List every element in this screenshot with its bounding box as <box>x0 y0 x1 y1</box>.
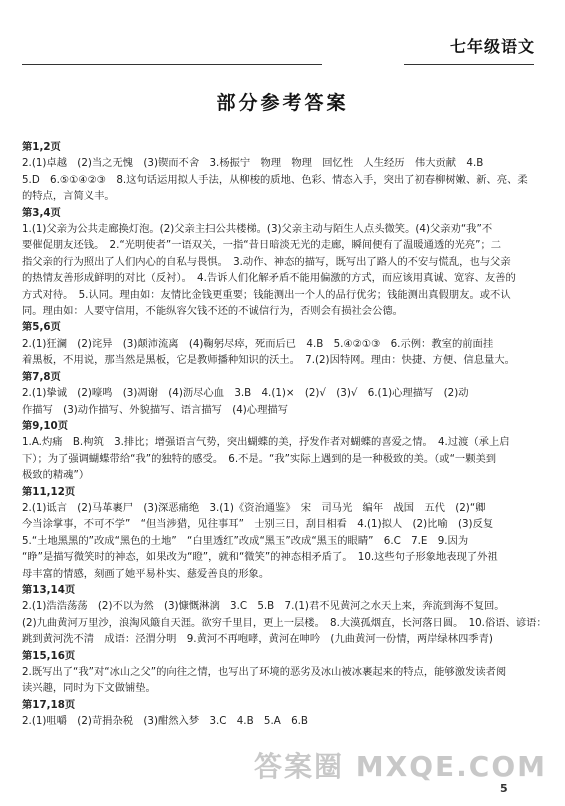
answer-line: 1.(1)父亲为公共走廊换灯泡。(2)父亲主扫公共楼梯。(3)父亲主动与陌生人点头微笑。(4)父亲劝“我”不 <box>22 223 493 236</box>
section-heading: 第13,14页 <box>22 583 76 596</box>
answer-line: 母丰富的情感，刻画了她平易朴实、慈爱善良的形象。 <box>22 567 270 580</box>
section-heading: 第15,16页 <box>22 649 76 662</box>
answer-line: 2.(1)挚诚 (2)嚎鸣 (3)凋谢 (4)沥尽心血 3.B 4.(1)× (2)√ (3)√ 6.(1)心理描写 (2)动 <box>22 387 469 400</box>
answer-line: 下）；为了强调蝴蝶带给“我”的独特的感受。 6.不是。“我”实际上遇到的是一种极致的美。（或“一颗美到 <box>22 452 497 465</box>
answer-line: 读兴趣，同时为下文做铺垫。 <box>22 682 156 695</box>
answer-line: 2.既写出了“我”对“冰山之父”的向往之情，也写出了环境的恶劣及冰山被冰裹起来的特点，能够激发读者阅 <box>22 666 507 678</box>
page-title: 部分参考答案 <box>216 92 349 114</box>
page-number: 5 <box>500 782 508 795</box>
header-rule-right <box>404 64 534 65</box>
answer-line: 极致的精魂”） <box>22 469 90 482</box>
answer-content <box>22 139 547 730</box>
answer-line: “睁”是描写微笑时的神态，如果改为“瞪”，就和“微笑”的神态相矛盾了。 10.这些句子形象地表现了外祖 <box>22 551 498 564</box>
answer-line: 2.(1)诋言 (2)马革裹尸 (3)深恶痛绝 3.(1)《资治通鉴》 宋 司马光 编年 战国 五代 (2)“卿 <box>22 501 486 514</box>
answer-line: 着黑板，不用说，那当然是黑板，它是教师播种知识的沃土。 7.(2)因特网。理由：快捷、方便、信息量大。 <box>22 354 515 367</box>
section-heading: 第7,8页 <box>22 370 61 383</box>
answer-line: 2.(1)卓越 (2)当之无愧 (3)锲而不舍 3.杨振宁 物理 物理 回忆性 人生经历 伟大贡献 4.B <box>22 157 484 170</box>
answer-line: 2.(1)咀嚼 (2)苛捐杂税 (3)酣然入梦 3.C 4.B 5.A 6.B <box>22 715 308 728</box>
answer-line: 的热情友善形成鲜明的对比（反衬）。 4.告诉人们化解矛盾不能用偏激的方式，而应该用真诚、宽容、友善的 <box>22 272 516 285</box>
section-heading: 第9,10页 <box>22 419 68 432</box>
answer-line: 2.(1)浩浩荡荡 (2)不以为然 (3)慷慨淋漓 3.C 5.B 7.(1)君不见黄河之水天上来，奔流到海不复回。 <box>22 600 505 613</box>
answer-line: (2)九曲黄河万里沙，浪淘风簸自天涯。欲穷千里目，更上一层楼。 8.大漠孤烟直，长河落日圆。 10.俗语、谚语： <box>22 616 547 629</box>
answer-line: 今当涂掌事，不可不学” “但当涉猎，见往事耳” 士别三日，刮目相看 4.(1)拟人 (2)比喻 (3)反复 <box>22 518 494 531</box>
answer-line: 5.“土地黑黑的”改成“黑色的土地” “白里透红”改成“黑玉”改成“黑玉的眼睛” 6.C 7.E 9.因为 <box>22 534 469 547</box>
answer-line: 2.(1)狂澜 (2)诧异 (3)颠沛流离 (4)鞠躬尽瘁，死而后已 4.B 5.④②①③ 6.示例：教室的前面挂 <box>22 337 494 350</box>
answer-line: 5.D 6.⑤①④②③ 8.这句话运用拟人手法，从柳梭的质地、色彩、情态入手，突出了初春柳树嫩、新、亮、柔 <box>22 173 528 186</box>
section-heading: 第5,6页 <box>22 321 61 334</box>
answer-line: 1.A.灼痛 B.枸筑 3.排比；增强语言气势，突出蝴蝶的美，抒发作者对蝴蝶的喜爱之情。 4.过渡（承上启 <box>22 436 510 449</box>
answer-line: 要催促朋友还钱。 2.“光明使者”一语双关，一指“昔日暗淡无光的走廊，瞬间便有了温暖通透的光亮”；二 <box>22 239 502 252</box>
answer-line: 作描写 (3)动作描写、外貌描写、语言描写 (4)心理描写 <box>22 403 288 416</box>
answer-line: 同。理由如：人要守信用，不能纵容欠钱不还的不诚信行为，否则会有损社会公德。 <box>22 305 403 318</box>
grade-title: 七年级语文 <box>449 37 535 56</box>
section-heading: 第3,4页 <box>22 206 61 219</box>
answer-line: 指父亲的行为照出了人们内心的自私与畏惧。 3.动作、神态的描写，既写出了路人的不安与慌乱，也与父亲 <box>22 255 511 268</box>
header-rule <box>22 64 322 65</box>
answer-line: 跳到黄河洗不清 成语：泾渭分明 9.黄河不再咆哮，黄河在呻吟 (九曲黄河一份情，两岸绿林四季青) <box>22 633 493 646</box>
answer-line: 的特点，言简义丰。 <box>22 190 115 203</box>
section-heading: 第1,2页 <box>22 141 61 153</box>
section-heading: 第11,12页 <box>22 485 76 498</box>
watermark-logo: 答案圈 MXQE.COM <box>254 750 547 783</box>
answer-line: 方式对待。 5.认同。理由如：友情比金钱更重要；钱能测出一个人的品行优劣；钱能测出真假朋友。或不认 <box>22 288 511 301</box>
section-heading: 第17,18页 <box>22 698 76 711</box>
